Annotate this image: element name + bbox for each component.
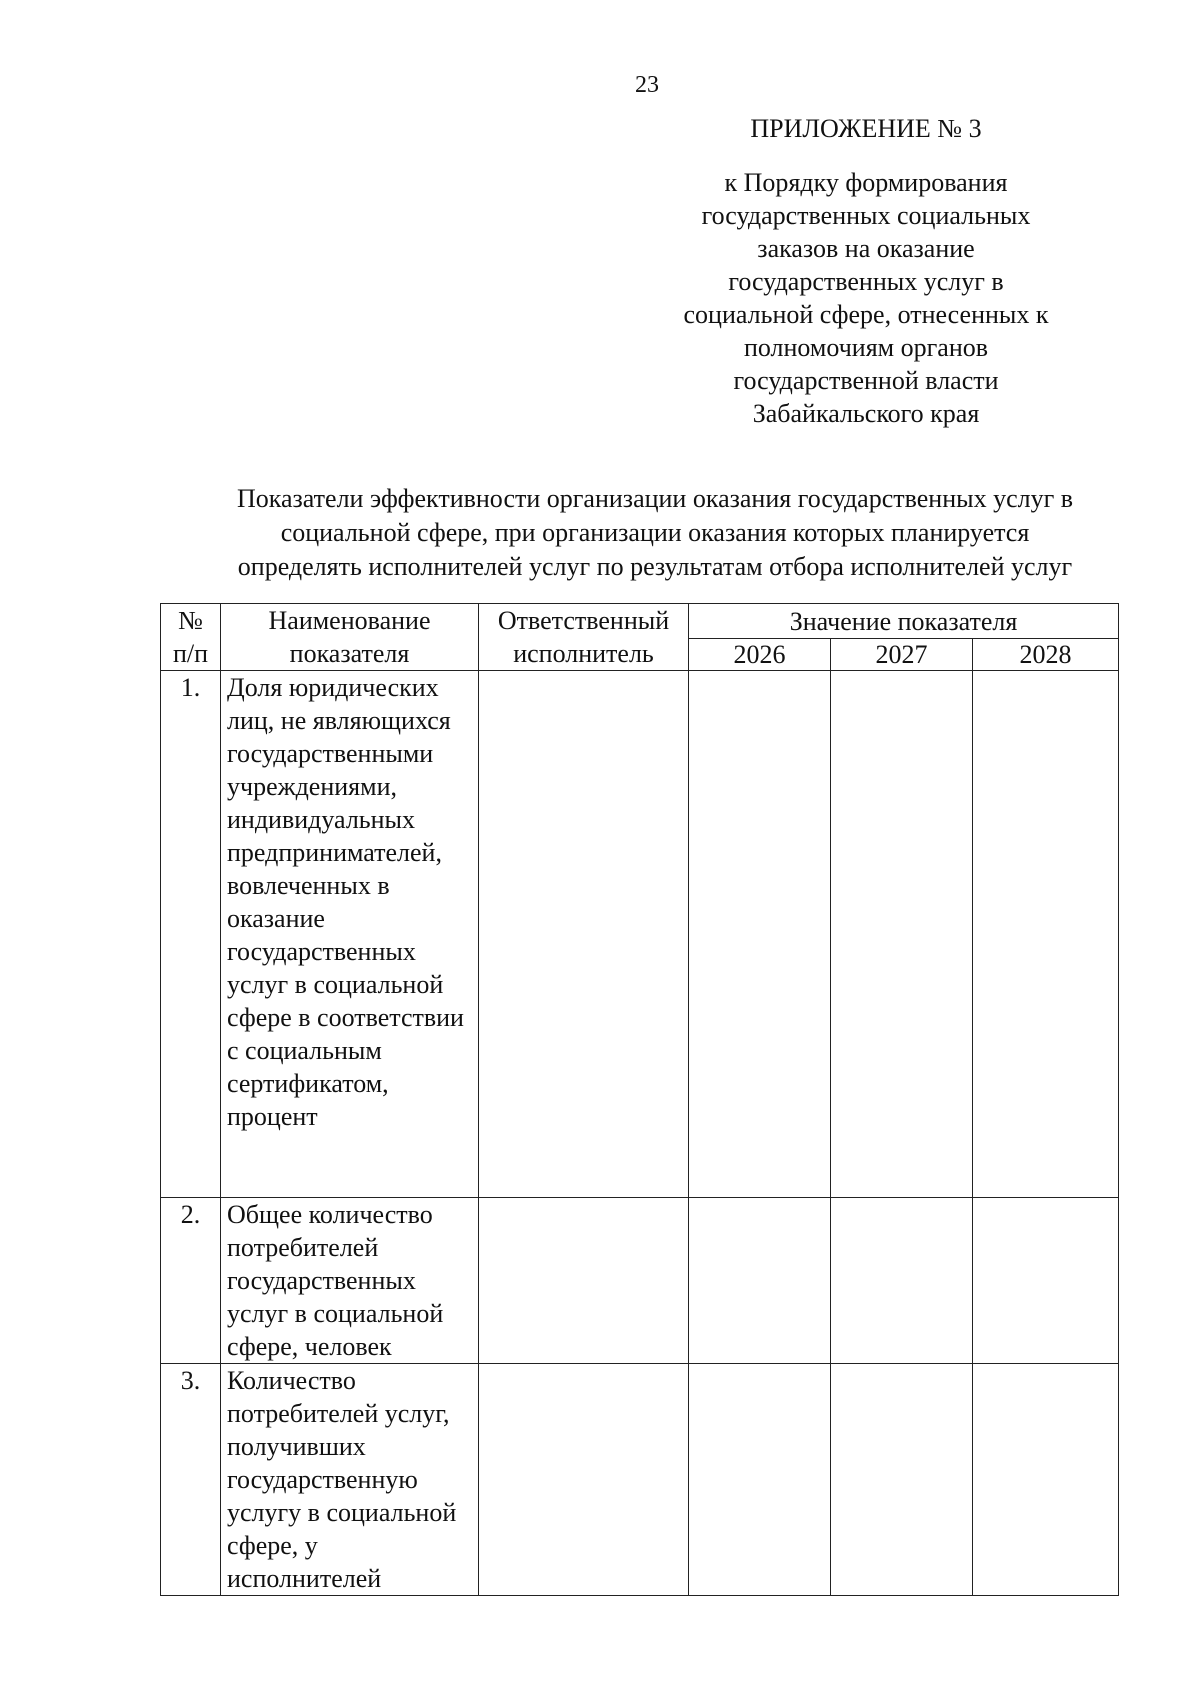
value-cell xyxy=(831,1198,973,1364)
value-cell xyxy=(689,1198,831,1364)
appendix-caption: к Порядку формирования государственных социальных заказов на оказание государственных услуг в социальной сфере, отнесенных к полномочиям органов государственной власти Забайкальского края xyxy=(683,168,1049,428)
table-row xyxy=(161,1364,1119,1596)
value-cell xyxy=(973,1198,1119,1364)
value-cell xyxy=(973,671,1119,1198)
table-row xyxy=(161,671,1119,1198)
header-number: № п/п xyxy=(161,604,221,671)
page-number: 23 xyxy=(635,72,659,98)
header-value-group: Значение показателя xyxy=(689,604,1119,639)
responsible-cell xyxy=(479,1364,689,1596)
header-name: Наименование показателя xyxy=(221,604,479,671)
value-cell xyxy=(689,671,831,1198)
header-year: 2028 xyxy=(973,639,1119,671)
table-row xyxy=(161,1198,1119,1364)
header-year: 2027 xyxy=(831,639,973,671)
indicator-name: Доля юридических лиц, не являющихся государственными учреждениями, индивидуальных предпринимателей, вовлеченных в оказание государственных услуг в социальной сфере в соответствии с социальным сертификатом, процент xyxy=(221,671,479,1198)
table-header-row xyxy=(161,604,1119,639)
responsible-cell xyxy=(479,671,689,1198)
header-year: 2026 xyxy=(689,639,831,671)
row-number: 2. xyxy=(161,1198,221,1364)
value-cell xyxy=(831,1364,973,1596)
appendix-title: ПРИЛОЖЕНИЕ № 3 xyxy=(750,114,982,143)
value-cell xyxy=(689,1364,831,1596)
responsible-cell xyxy=(479,1198,689,1364)
indicators-table xyxy=(160,603,1119,1596)
indicator-name: Общее количество потребителей государственных услуг в социальной сфере, человек xyxy=(221,1198,479,1364)
value-cell xyxy=(973,1364,1119,1596)
document-heading: Показатели эффективности организации оказания государственных услуг в социальной сфере, при организации оказания которых планируется определять исполнителей услуг по результатам отбора исполнителей услуг xyxy=(236,484,1074,581)
row-number: 3. xyxy=(161,1364,221,1596)
indicator-name: Количество потребителей услуг, получивших государственную услугу в социальной сфере, у исполнителей xyxy=(221,1364,479,1596)
row-number: 1. xyxy=(161,671,221,1198)
value-cell xyxy=(831,671,973,1198)
header-responsible: Ответственный исполнитель xyxy=(479,604,689,671)
